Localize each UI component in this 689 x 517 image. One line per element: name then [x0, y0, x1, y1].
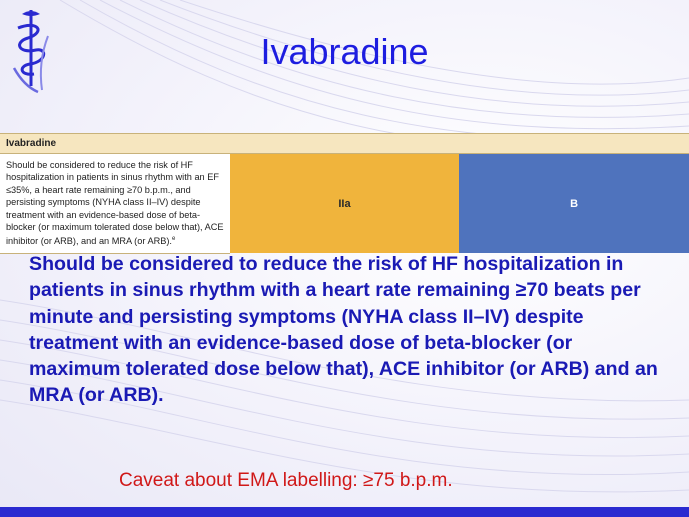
- class-cell: IIa: [230, 154, 460, 254]
- table-row: [0, 154, 689, 254]
- slide-title: Ivabradine: [260, 31, 429, 72]
- recommendation-text: Should be considered to reduce the risk of HF hospitalization in patients in sinus rhythm with an EF ≤35%, a heart rate remaining ≥70 b.p.m., and persisting symptoms (NYHA class II–IV) despite treatment with an evidence-based dose of beta-blocker (or maximum tolerated dose below that), ACE inhibitor (or ARB), and an MRA (or ARB).$^e$: [0, 154, 230, 254]
- bottom-bar: [0, 507, 689, 517]
- table-header: Ivabradine: [0, 134, 689, 154]
- level-cell: B: [459, 154, 689, 254]
- body-text: Should be considered to reduce the risk of HF hospitalization in patients in sinus rhythm with a heart rate remaining ≥70 beats per minute and persisting symptoms (NYHA class II–IV) despite treatment with an evidence-based dose of beta-blocker (or maximum tolerated dose below that), ACE inhibitor (or ARB) and an MRA (or ARB).: [29, 253, 658, 407]
- caveat-text: Caveat about EMA labelling: ≥75 b.p.m.: [119, 470, 453, 491]
- recommendation-table: [0, 133, 689, 254]
- footnote-marker: e: [171, 236, 176, 243]
- table-header-row: [0, 134, 689, 154]
